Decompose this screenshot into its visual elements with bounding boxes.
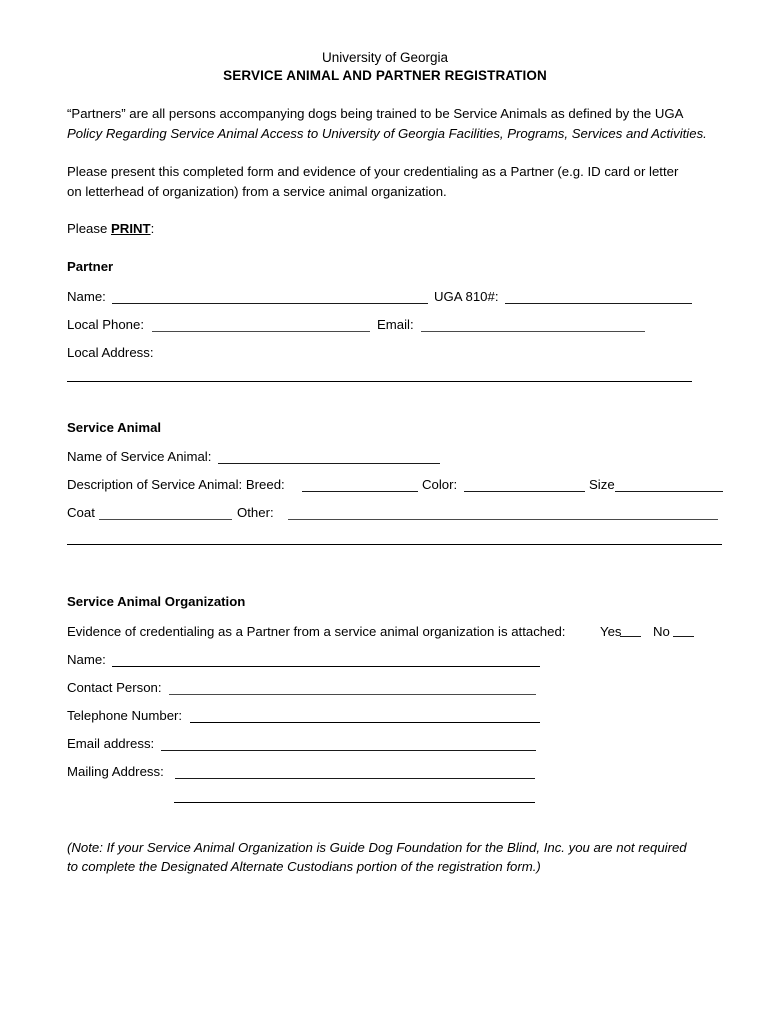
intro-paragraph-1-line-1: “Partners” are all persons accompanying dogs being trained to be Service Animals as defined by the UGA — [67, 106, 684, 121]
organization-evidence-yes-label: Yes — [600, 624, 622, 639]
partner-local-phone-label: Local Phone: — [67, 317, 144, 332]
partner-uga-id-label: UGA 810#: — [434, 289, 499, 304]
service-animal-other-label: Other: — [237, 505, 274, 520]
service-animal-description-breed-label: Description of Service Animal: Breed: — [67, 477, 285, 492]
organization-name-input-blank[interactable] — [112, 666, 540, 667]
organization-name-label: Name: — [67, 652, 106, 667]
organization-telephone-label: Telephone Number: — [67, 708, 183, 723]
service-animal-section-heading: Service Animal — [67, 420, 162, 435]
print-instruction-suffix: : — [150, 221, 155, 236]
partner-local-address-input-blank[interactable] — [67, 381, 692, 382]
service-animal-coat-input-blank[interactable] — [99, 519, 232, 520]
service-animal-name-label: Name of Service Animal: — [67, 449, 212, 464]
organization-mailing-address-input-blank[interactable] — [175, 778, 535, 779]
print-instruction-prefix: Please — [67, 221, 111, 236]
organization-mailing-address-input-blank-2[interactable] — [174, 802, 535, 803]
partner-uga-id-input-blank[interactable] — [505, 303, 692, 304]
organization-contact-person-input-blank[interactable] — [169, 694, 536, 695]
organization-evidence-no-label: No — [653, 624, 670, 639]
service-animal-name-input-blank[interactable] — [218, 463, 440, 464]
footer-note-line-2: to complete the Designated Alternate Custodians portion of the registration form.) — [67, 859, 541, 874]
partner-name-input-blank[interactable] — [112, 303, 428, 304]
organization-email-input-blank[interactable] — [161, 750, 536, 751]
service-animal-other-input-blank[interactable] — [288, 519, 718, 520]
footer-note-line-1: (Note: If your Service Animal Organization is Guide Dog Foundation for the Blind, Inc. you are not required — [67, 840, 687, 855]
partner-section-heading: Partner — [67, 259, 114, 274]
organization-evidence-question: Evidence of credentialing as a Partner from a service animal organization is attached: — [67, 624, 566, 639]
service-animal-extra-input-blank[interactable] — [67, 544, 722, 545]
organization-section-heading: Service Animal Organization — [67, 594, 246, 609]
organization-telephone-input-blank[interactable] — [190, 722, 540, 723]
service-animal-size-input-blank[interactable] — [615, 491, 723, 492]
service-animal-size-label: Size — [589, 477, 615, 492]
intro-paragraph-2-line-1: Please present this completed form and evidence of your credentialing as a Partner (e.g. ID card or letter — [67, 164, 679, 179]
institution-name: University of Georgia — [321, 50, 449, 65]
intro-paragraph-1-line-2-policy-title: Policy Regarding Service Animal Access to University of Georgia Facilities, Programs, Services and Activities. — [67, 126, 707, 141]
print-instruction — [67, 219, 154, 238]
organization-evidence-yes-blank[interactable] — [620, 636, 641, 637]
service-animal-color-input-blank[interactable] — [464, 491, 585, 492]
partner-email-input-blank[interactable] — [421, 331, 645, 332]
organization-evidence-no-blank[interactable] — [673, 636, 694, 637]
organization-mailing-address-label: Mailing Address: — [67, 764, 164, 779]
partner-local-address-label: Local Address: — [67, 345, 154, 360]
organization-email-label: Email address: — [67, 736, 155, 751]
service-animal-coat-label: Coat — [67, 505, 95, 520]
print-instruction-emphasis: PRINT — [111, 221, 151, 236]
service-animal-color-label: Color: — [422, 477, 458, 492]
form-title: SERVICE ANIMAL AND PARTNER REGISTRATION — [223, 68, 547, 83]
organization-contact-person-label: Contact Person: — [67, 680, 162, 695]
service-animal-breed-input-blank[interactable] — [302, 491, 418, 492]
intro-paragraph-2-line-2: on letterhead of organization) from a service animal organization. — [67, 184, 447, 199]
partner-name-label: Name: — [67, 289, 106, 304]
partner-local-phone-input-blank[interactable] — [152, 331, 370, 332]
partner-email-label: Email: — [377, 317, 414, 332]
